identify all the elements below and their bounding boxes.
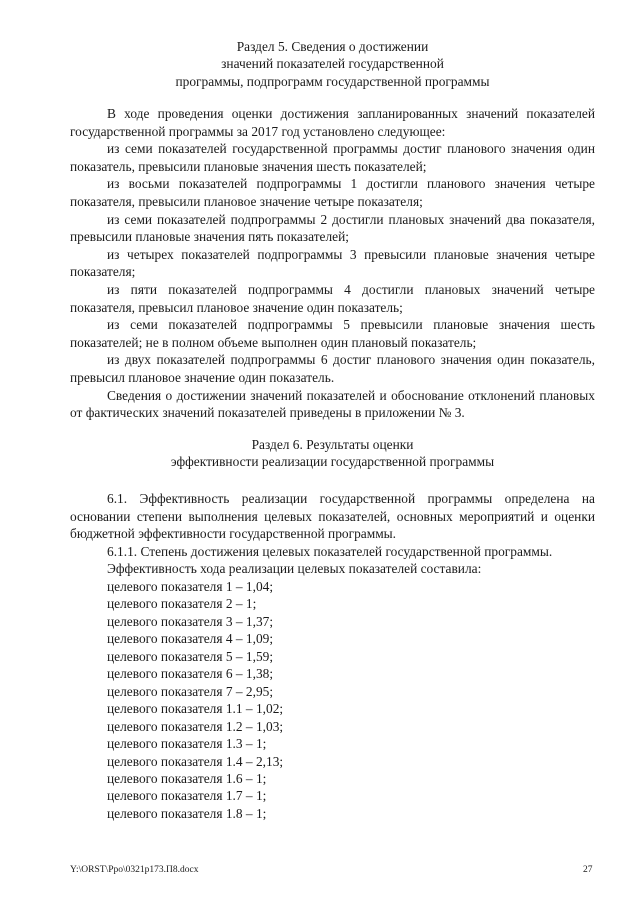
section5-heading-line: Раздел 5. Сведения о достижении xyxy=(236,39,429,54)
list-item: целевого показателя 1.6 – 1; xyxy=(107,770,267,786)
paragraph: 6.1.1. Степень достижения целевых показателей государственной программы. xyxy=(107,543,553,559)
list-item: целевого показателя 1.3 – 1; xyxy=(107,736,267,752)
section5-heading-line: значений показателей государственной xyxy=(221,56,444,72)
paragraph: из семи показателей государственной программы достиг планового значения один показатель, превысили плановые значения шесть показателей; xyxy=(70,141,595,174)
paragraph: из пяти показателей подпрограммы 4 достигли плановых значений четыре показателя, превысил плановое значение один показатель; xyxy=(70,281,595,315)
list-item: целевого показателя 7 – 2,95; xyxy=(107,683,274,699)
page-number: 27 xyxy=(583,865,593,875)
section6-body xyxy=(70,490,595,578)
list-item: целевого показателя 5 – 1,59; xyxy=(107,648,274,664)
paragraph: из восьми показателей подпрограммы 1 достигли планового значения четыре показателя, превысили плановое значение четыре показателя; xyxy=(70,176,595,209)
footer-file-path: Y:\ORST\Ppo\0321p173.П8.docx xyxy=(70,865,199,875)
paragraph: из четырех показателей подпрограммы 3 превысили плановые значения четыре показателя; xyxy=(70,246,595,280)
section6-heading-line: эффективности реализации государственной программы xyxy=(170,454,495,470)
paragraph: Эффективность хода реализации целевых показателей составила: xyxy=(107,561,482,577)
paragraph: из семи показателей подпрограммы 5 превысили плановые значения шесть показателей; не в полном объеме выполнен один плановый показатель; xyxy=(70,317,595,350)
list-item: целевого показателя 4 – 1,09; xyxy=(107,631,274,647)
list-item: целевого показателя 1.7 – 1; xyxy=(107,788,267,804)
section5-heading xyxy=(70,38,595,90)
list-item: целевого показателя 1.4 – 2,13; xyxy=(107,753,284,769)
section6-heading-line: Раздел 6. Результаты оценки xyxy=(251,437,414,452)
section5-heading-line: программы, подпрограмм государственной программы xyxy=(175,73,490,89)
list-item: целевого показателя 2 – 1; xyxy=(107,596,257,612)
list-item: целевого показателя 1.2 – 1,03; xyxy=(107,718,284,734)
paragraph: 6.1. Эффективность реализации государственной программы определена на основании степени выполнения целевых показателей, основных мероприятий и оценки бюджетной эффективности государственной программы. xyxy=(70,491,595,542)
indicator-list xyxy=(107,578,283,822)
list-item: целевого показателя 1 – 1,04; xyxy=(107,579,274,594)
list-item: целевого показателя 6 – 1,38; xyxy=(107,666,274,682)
paragraph: Сведения о достижении значений показателей и обоснование отклонений плановых от фактических значений показателей приведены в приложении № 3. xyxy=(70,387,595,421)
section5-body xyxy=(70,105,595,422)
paragraph: из двух показателей подпрограммы 6 достиг планового значения один показатель, превысил плановое значение один показатель. xyxy=(70,352,595,385)
paragraph: из семи показателей подпрограммы 2 достигли плановых значений два показателя, превысили плановые значения пять показателей; xyxy=(70,211,595,245)
list-item: целевого показателя 1.1 – 1,02; xyxy=(107,701,284,717)
paragraph: В ходе проведения оценки достижения запланированных значений показателей государственной программы за 2017 год установлено следующее: xyxy=(70,106,595,139)
list-item: целевого показателя 3 – 1,37; xyxy=(107,613,274,629)
section6-heading xyxy=(70,436,595,471)
list-item: целевого показателя 1.8 – 1; xyxy=(107,805,267,821)
